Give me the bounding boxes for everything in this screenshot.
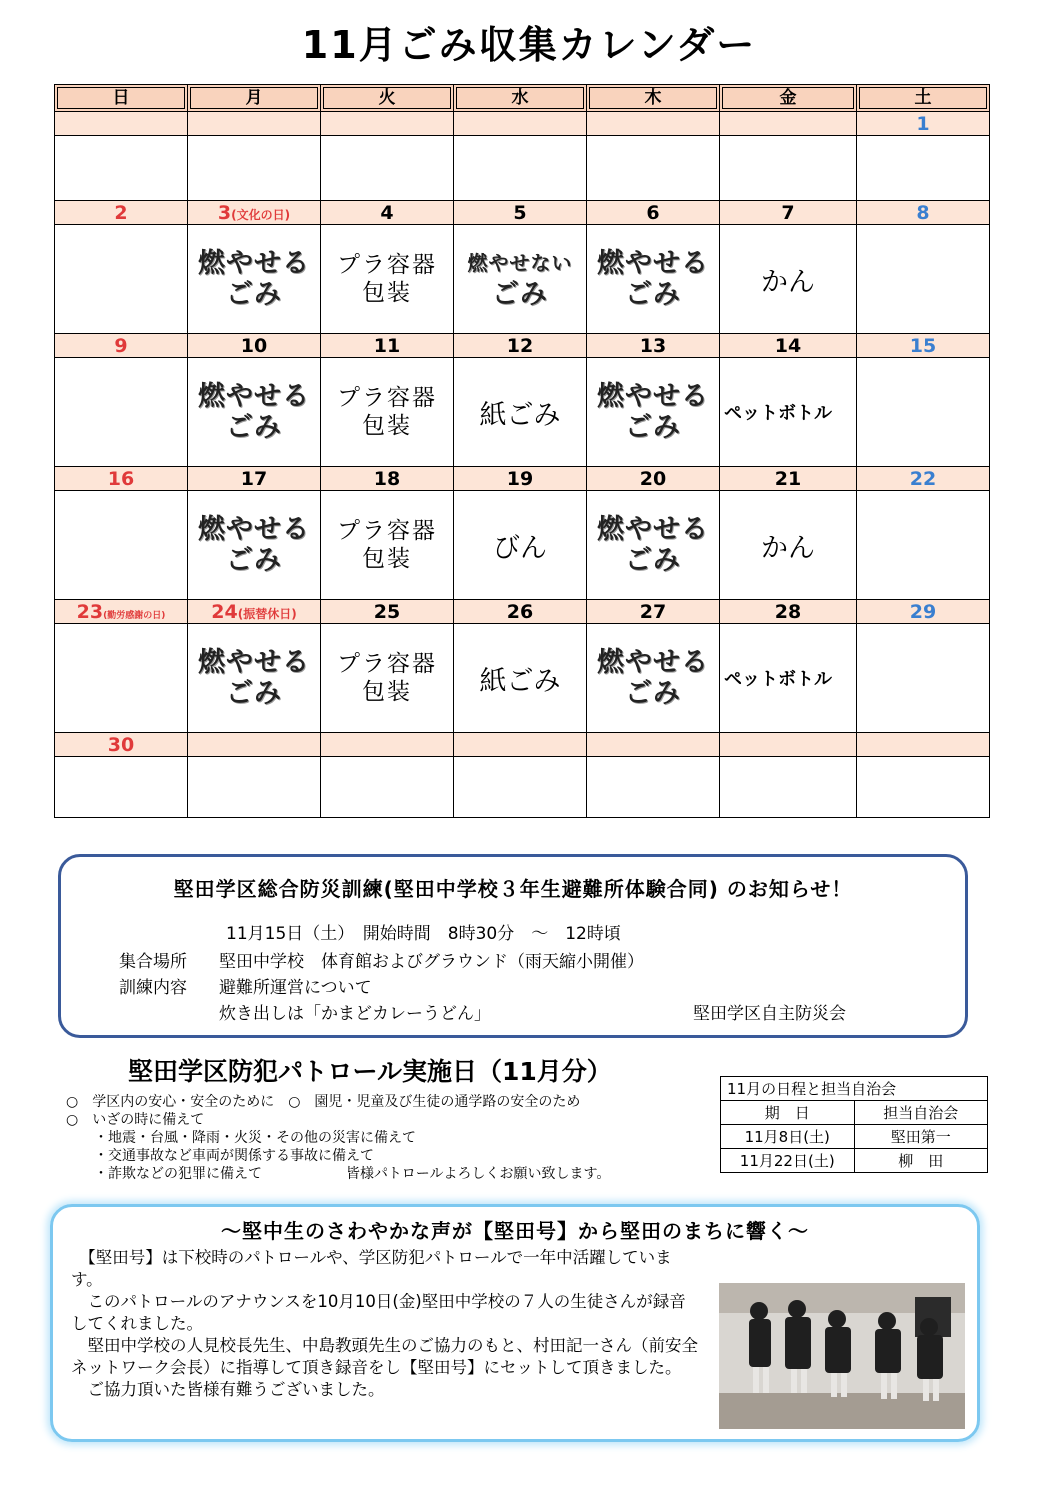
patrol-line: ・詐欺などの犯罪に備えて 皆様パトロールよろしくお願い致します。	[66, 1166, 611, 1182]
collection-item-line: ごみ	[226, 412, 282, 443]
weekday-tue: 火	[321, 85, 454, 112]
date-number-row	[55, 600, 990, 624]
collection-item-line: プラ容器	[337, 651, 437, 677]
date-number	[587, 733, 720, 757]
drill-content-label: 訓練内容	[119, 978, 187, 998]
date-number: 1	[857, 112, 990, 136]
date-number: 24(振替休日)	[188, 600, 321, 624]
drill-place-label: 集合場所	[119, 952, 187, 972]
patrol-line: ○ 学区内の安心・安全のために ○ 園児・児童及び生徒の通学路の安全のため	[66, 1094, 581, 1110]
date-number	[321, 733, 454, 757]
collection-item-line: プラ容器	[337, 252, 437, 278]
collection-item	[720, 358, 857, 467]
date-number: 18	[321, 467, 454, 491]
collection-item-line: 燃やせる	[198, 248, 310, 279]
page-title: 11月ごみ収集カレンダー	[301, 23, 757, 67]
collection-item-line: 燃やせる	[198, 381, 310, 412]
drill-content-1: 避難所運営について	[219, 978, 372, 998]
date-number: 23(勤労感謝の日)	[55, 600, 188, 624]
drill-datetime: 11月15日（土） 開始時間 8時30分 ～ 12時頃	[226, 924, 621, 944]
date-number	[454, 112, 587, 136]
collection-item-line: 燃やせる	[597, 381, 709, 412]
collection-row	[55, 136, 990, 201]
collection-item-line: ペットボトル	[724, 669, 832, 690]
collection-row	[55, 491, 990, 600]
collection-item	[454, 136, 587, 201]
collection-row	[55, 358, 990, 467]
weekday-thu: 木	[587, 85, 720, 112]
collection-item-line: 紙ごみ	[479, 399, 561, 431]
collection-item	[587, 358, 720, 467]
collection-item-line: ごみ	[625, 279, 681, 310]
collection-item	[321, 757, 454, 818]
collection-item	[188, 225, 321, 334]
date-number: 3(文化の日)	[188, 201, 321, 225]
collection-item	[55, 358, 188, 467]
collection-item-line: 燃やせる	[597, 647, 709, 678]
collection-item	[55, 136, 188, 201]
collection-item	[188, 757, 321, 818]
date-number: 20	[587, 467, 720, 491]
collection-item-line: プラ容器	[337, 385, 437, 411]
patrol-line: ○ いざの時に備えて	[66, 1112, 205, 1128]
date-number: 2	[55, 201, 188, 225]
collection-item-line: 紙ごみ	[479, 665, 561, 697]
article-paragraph: 【堅田号】は下校時のパトロールや、学区防犯パトロールで一年中活躍しています。	[71, 1248, 672, 1289]
date-number: 13	[587, 334, 720, 358]
collection-item	[454, 491, 587, 600]
patrol-line: ・交通事故など車両が関係する事故に備えて	[66, 1148, 374, 1164]
collection-item-line: 燃やせる	[198, 514, 310, 545]
date-number: 9	[55, 334, 188, 358]
collection-item-line: 包装	[362, 413, 412, 439]
date-number: 22	[857, 467, 990, 491]
date-number	[587, 112, 720, 136]
date-number: 26	[454, 600, 587, 624]
collection-item	[55, 225, 188, 334]
students-photo-illustration	[719, 1283, 965, 1429]
date-number: 5	[454, 201, 587, 225]
collection-item	[720, 757, 857, 818]
collection-item	[188, 624, 321, 733]
collection-item	[321, 491, 454, 600]
collection-item	[857, 358, 990, 467]
students-photo	[719, 1283, 965, 1429]
schedule-col-group: 担当自治会	[854, 1101, 988, 1125]
schedule-group: 堅田第一	[854, 1125, 988, 1149]
weekday-fri: 金	[720, 85, 857, 112]
date-number: 4	[321, 201, 454, 225]
collection-row	[55, 624, 990, 733]
garbage-calendar	[54, 84, 990, 818]
collection-item-line: 燃やせる	[597, 248, 709, 279]
date-number: 6	[587, 201, 720, 225]
article-paragraph: このパトロールのアナウンスを10月10日(金)堅田中学校の７人の生徒さんが録音してくれました。	[71, 1292, 686, 1333]
date-number: 12	[454, 334, 587, 358]
collection-item	[720, 136, 857, 201]
date-number-row	[55, 467, 990, 491]
weekday-sun: 日	[55, 85, 188, 112]
date-number	[321, 112, 454, 136]
date-number: 11	[321, 334, 454, 358]
schedule-caption: 11月の日程と担当自治会	[721, 1077, 988, 1101]
collection-item	[55, 757, 188, 818]
collection-item-line: プラ容器	[337, 518, 437, 544]
collection-item	[720, 491, 857, 600]
collection-item	[454, 358, 587, 467]
date-number: 8	[857, 201, 990, 225]
drill-place: 堅田中学校 体育館およびグラウンド（雨天縮小開催）	[219, 952, 644, 972]
date-number: 29	[857, 600, 990, 624]
schedule-group: 柳 田	[854, 1149, 988, 1173]
patrol-title: 堅田学区防犯パトロール実施日（11月分）	[128, 1057, 612, 1086]
date-number: 28	[720, 600, 857, 624]
patrol-list	[66, 1093, 706, 1183]
date-number: 17	[188, 467, 321, 491]
weekday-mon: 月	[188, 85, 321, 112]
collection-item-line: かん	[761, 532, 815, 564]
collection-item	[587, 757, 720, 818]
collection-item	[587, 624, 720, 733]
collection-item-line: ごみ	[226, 279, 282, 310]
collection-item	[55, 491, 188, 600]
date-number: 14	[720, 334, 857, 358]
collection-item	[587, 225, 720, 334]
article-body	[71, 1247, 701, 1401]
date-number: 30	[55, 733, 188, 757]
date-number	[720, 112, 857, 136]
patrol-line: ・地震・台風・降雨・火災・その他の災害に備えて	[66, 1130, 416, 1146]
collection-item	[857, 757, 990, 818]
patrol-schedule-table	[720, 1076, 988, 1173]
collection-item	[857, 136, 990, 201]
collection-item-line: 燃やせる	[597, 514, 709, 545]
date-number: 10	[188, 334, 321, 358]
collection-item	[321, 358, 454, 467]
date-number-row	[55, 733, 990, 757]
collection-item	[587, 136, 720, 201]
date-number: 16	[55, 467, 188, 491]
schedule-date: 11月8日(土)	[721, 1125, 855, 1149]
collection-item	[454, 757, 587, 818]
date-number	[454, 733, 587, 757]
disaster-drill-notice	[58, 854, 968, 1038]
collection-item	[857, 491, 990, 600]
collection-item-line: ペットボトル	[724, 403, 832, 424]
date-number: 19	[454, 467, 587, 491]
collection-item-line: 燃やせる	[198, 647, 310, 678]
schedule-date: 11月22日(土)	[721, 1149, 855, 1173]
collection-item-line: 燃やせない	[467, 251, 573, 275]
katata-car-article	[50, 1204, 980, 1442]
date-number	[188, 112, 321, 136]
collection-item	[188, 136, 321, 201]
collection-item	[321, 136, 454, 201]
collection-item-line: かん	[761, 266, 815, 298]
collection-item	[857, 624, 990, 733]
date-number-row	[55, 334, 990, 358]
collection-item	[587, 491, 720, 600]
drill-organizer: 堅田学区自主防災会	[693, 1004, 846, 1024]
collection-item-line: ごみ	[625, 412, 681, 443]
weekday-header-row	[55, 85, 990, 112]
drill-content-2: 炊き出しは「かまどカレーうどん」	[219, 1004, 491, 1024]
date-number	[188, 733, 321, 757]
collection-row	[55, 757, 990, 818]
collection-item-line: ごみ	[226, 678, 282, 709]
collection-item	[454, 624, 587, 733]
collection-item	[321, 225, 454, 334]
collection-item	[188, 491, 321, 600]
collection-item-line: ごみ	[625, 678, 681, 709]
collection-item-line: ごみ	[226, 545, 282, 576]
collection-item	[55, 624, 188, 733]
drill-heading: 堅田学区総合防災訓練(堅田中学校３年生避難所体験合同) のお知らせ！	[173, 877, 853, 901]
article-paragraph: 堅田中学校の人見校長先生、中島教頭先生のご協力のもと、村田記一さん（前安全ネットワーク会長）に指導して頂き録音をし【堅田号】にセットして頂きました。	[71, 1336, 698, 1377]
collection-item-line: ごみ	[492, 279, 548, 310]
collection-row	[55, 225, 990, 334]
collection-item	[454, 225, 587, 334]
collection-item	[720, 225, 857, 334]
collection-item-line: ごみ	[625, 545, 681, 576]
date-number-row	[55, 201, 990, 225]
article-paragraph: ご協力頂いた皆様有難うございました。	[71, 1380, 385, 1399]
date-number: 25	[321, 600, 454, 624]
date-number: 21	[720, 467, 857, 491]
date-number	[857, 733, 990, 757]
schedule-col-date: 期 日	[721, 1101, 855, 1125]
date-number: 15	[857, 334, 990, 358]
collection-item-line: 包装	[362, 679, 412, 705]
collection-item-line: 包装	[362, 546, 412, 572]
collection-item-line: びん	[493, 532, 547, 564]
date-number	[55, 112, 188, 136]
article-heading: ～堅中生のさわやかな声が【堅田号】から堅田のまちに響く～	[221, 1219, 809, 1243]
date-number: 27	[587, 600, 720, 624]
date-number: 7	[720, 201, 857, 225]
collection-item	[720, 624, 857, 733]
collection-item	[857, 225, 990, 334]
date-number	[720, 733, 857, 757]
collection-item-line: 包装	[362, 280, 412, 306]
collection-item	[188, 358, 321, 467]
weekday-wed: 水	[454, 85, 587, 112]
collection-item	[321, 624, 454, 733]
weekday-sat: 土	[857, 85, 990, 112]
date-number-row	[55, 112, 990, 136]
